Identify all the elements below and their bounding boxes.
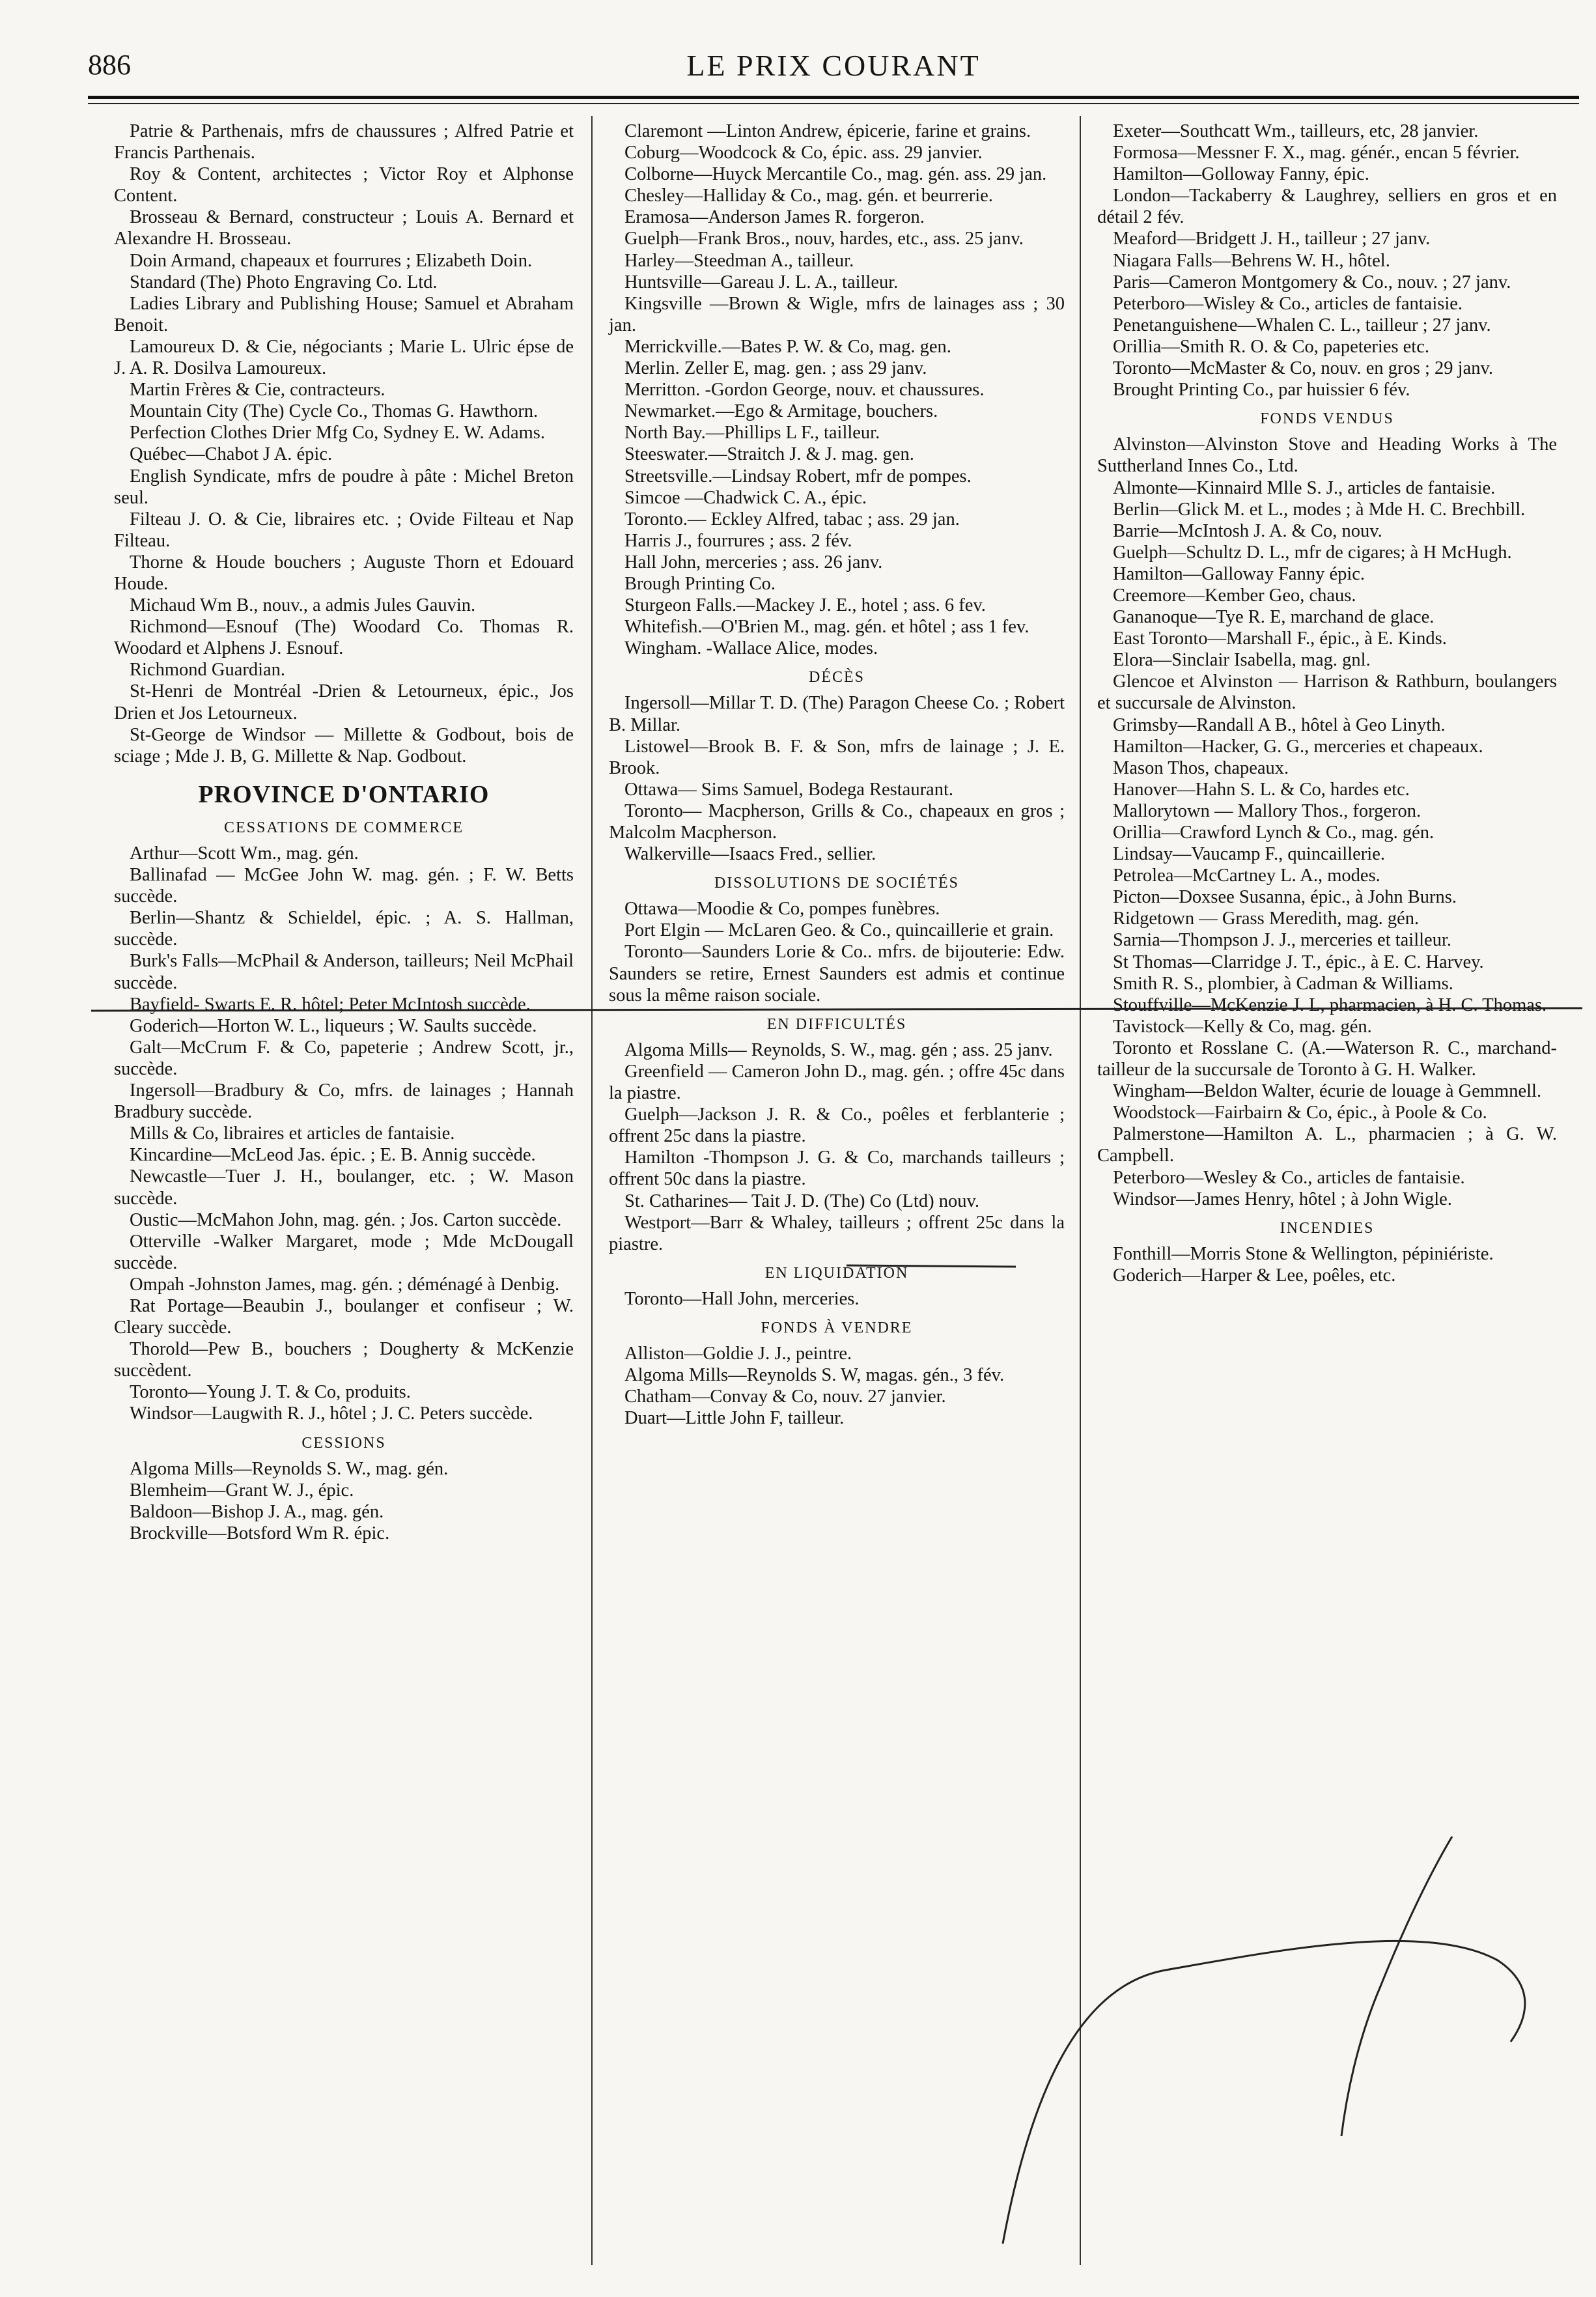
list-item: Formosa—Messner F. X., mag. génér., encan 5 février.: [1113, 143, 1520, 163]
list-item: Duart—Little John F, tailleur.: [624, 1408, 845, 1429]
subsection-heading: DISSOLUTIONS DE SOCIÉTÉS: [714, 875, 959, 892]
list-item: Ingersoll—Millar T. D. (The) Paragon Cheese Co. ; Robert B. Millar.: [609, 693, 1065, 735]
pencil-annotation-curve: [1341, 1837, 1452, 2136]
list-item: Newcastle—Tuer J. H., boulanger, etc. ; W. Mason succède.: [114, 1166, 574, 1209]
list-item: Kincardine—McLeod Jas. épic. ; E. B. Annig succède.: [130, 1145, 536, 1166]
list-item: Ompah -Johnston James, mag. gén. ; déménagé à Denbig.: [130, 1274, 560, 1295]
list-item: Walkerville—Isaacs Fred., sellier.: [624, 844, 876, 865]
list-item: Mountain City (The) Cycle Co., Thomas G. Hawthorn.: [130, 401, 539, 422]
list-item: Peterboro—Wisley & Co., articles de fantaisie.: [1113, 293, 1463, 314]
list-item: Merrickville.—Bates P. W. & Co, mag. gen.: [624, 336, 951, 357]
list-item: Roy & Content, architectes ; Victor Roy et Alphonse Content.: [114, 164, 574, 206]
pencil-annotation-curve: [1003, 1941, 1525, 2244]
list-item: Hamilton—Golloway Fanny, épic.: [1113, 164, 1369, 185]
list-item: Filteau J. O. & Cie, libraires etc. ; Ovide Filteau et Nap Filteau.: [114, 509, 574, 551]
list-item: Sarnia—Thompson J. J., merceries et tailleur.: [1113, 930, 1451, 951]
section-heading: PROVINCE D'ONTARIO: [198, 780, 490, 808]
list-item: Bayfield- Swarts E. R. hôtel; Peter McIntosh succède.: [130, 994, 531, 1015]
list-item: Toronto et Rosslane C. (A.—Waterson R. C., marchand-tailleur de la succursale de Toronto à G. H. Walker.: [1097, 1037, 1557, 1080]
list-item: Guelph—Schultz D. L., mfr de cigares; à H McHugh.: [1113, 542, 1512, 563]
subsection-heading: DÉCÈS: [808, 669, 865, 686]
list-item: Chesley—Halliday & Co., mag. gén. et beurrerie.: [624, 186, 993, 206]
list-item: Lindsay—Vaucamp F., quincaillerie.: [1113, 844, 1385, 865]
page-number: 886: [88, 49, 131, 81]
pencil-strike-line: [847, 1265, 1016, 1267]
list-item: Tavistock—Kelly & Co, mag. gén.: [1113, 1016, 1372, 1037]
list-item: Rat Portage—Beaubin J., boulanger et confiseur ; W. Cleary succède.: [114, 1295, 574, 1338]
list-item: Orillia—Smith R. O. & Co, papeteries etc.: [1113, 336, 1430, 357]
list-item: Galt—McCrum F. & Co, papeterie ; Andrew Scott, jr., succède.: [114, 1037, 574, 1079]
list-item: English Syndicate, mfrs de poudre à pâte : Michel Breton seul.: [114, 466, 574, 508]
list-item: Ridgetown — Grass Meredith, mag. gén.: [1113, 909, 1420, 929]
list-item: Berlin—Glick M. et L., modes ; à Mde H. C. Brechbill.: [1113, 499, 1526, 520]
list-item: Listowel—Brook B. F. & Son, mfrs de lainage ; J. E. Brook.: [609, 736, 1065, 778]
list-item: Martin Frères & Cie, contracteurs.: [130, 380, 385, 401]
list-item: Hanover—Hahn S. L. & Co, hardes etc.: [1113, 779, 1410, 800]
list-item: Mills & Co, libraires et articles de fantaisie.: [130, 1123, 455, 1144]
list-item: Richmond Guardian.: [130, 660, 286, 681]
list-item: London—Tackaberry & Laughrey, selliers en gros et en détail 2 fév.: [1097, 186, 1557, 228]
list-item: Lamoureux D. & Cie, négociants ; Marie L. Ulric épse de J. A. R. Dosilva Lamoureux.: [114, 336, 574, 379]
pencil-strike-line: [91, 1008, 1582, 1011]
list-item: Penetanguishene—Whalen C. L., tailleur ; 27 janv.: [1113, 315, 1491, 335]
list-item: North Bay.—Phillips L F., tailleur.: [624, 423, 880, 444]
list-item: Ottawa— Sims Samuel, Bodega Restaurant.: [624, 779, 953, 800]
list-item: Chatham—Convay & Co, nouv. 27 janvier.: [624, 1387, 946, 1407]
list-item: Baldoon—Bishop J. A., mag. gén.: [130, 1501, 384, 1522]
list-item: Windsor—James Henry, hôtel ; à John Wigle.: [1113, 1189, 1452, 1209]
list-item: Palmerstone—Hamilton A. L., pharmacien ; à G. W. Campbell.: [1097, 1124, 1557, 1166]
list-item: Glencoe et Alvinston — Harrison & Rathburn, boulangers et succursale de Alvinston.: [1097, 671, 1557, 714]
list-item: Merritton. -Gordon George, nouv. et chaussures.: [624, 380, 985, 401]
list-item: Paris—Cameron Montgomery & Co., nouv. ; 27 janv.: [1113, 272, 1511, 292]
list-item: Wingham—Beldon Walter, écurie de louage à Gemmnell.: [1113, 1081, 1542, 1102]
list-item: Windsor—Laugwith R. J., hôtel ; J. C. Peters succède.: [130, 1403, 533, 1424]
list-item: Guelph—Frank Bros., nouv, hardes, etc., ass. 25 janv.: [624, 229, 1024, 249]
list-item: Port Elgin — McLaren Geo. & Co., quincaillerie et grain.: [624, 920, 1054, 941]
list-item: Michaud Wm B., nouv., a admis Jules Gauvin.: [130, 595, 476, 616]
list-item: Otterville -Walker Margaret, mode ; Mde McDougall succède.: [114, 1231, 574, 1273]
list-item: Claremont —Linton Andrew, épicerie, farine et grains.: [624, 121, 1031, 141]
list-item: Brought Printing Co., par huissier 6 fév.: [1113, 380, 1410, 401]
list-item: Thorne & Houde bouchers ; Auguste Thorn et Edouard Houde.: [114, 552, 574, 594]
list-item: Coburg—Woodcock & Co, épic. ass. 29 janvier.: [624, 143, 983, 163]
list-item: Wingham. -Wallace Alice, modes.: [624, 638, 878, 659]
list-item: Smith R. S., plombier, à Cadman & Williams.: [1113, 973, 1453, 994]
list-item: Toronto—Saunders Lorie & Co.. mfrs. de bijouterie: Edw. Saunders se retire, Ernest Saunders est admis et continue sous la même raison sociale.: [609, 942, 1065, 1006]
list-item: Hamilton—Hacker, G. G., merceries et chapeaux.: [1113, 736, 1483, 757]
list-item: Toronto—Hall John, merceries.: [624, 1288, 860, 1309]
list-item: Simcoe —Chadwick C. A., épic.: [624, 487, 867, 508]
list-item: Arthur—Scott Wm., mag. gén.: [130, 843, 359, 864]
list-item: Toronto—McMaster & Co, nouv. en gros ; 29 janv.: [1113, 358, 1494, 379]
list-item: Westport—Barr & Whaley, tailleurs ; offrent 25c dans la piastre.: [609, 1212, 1065, 1254]
list-item: Fonthill—Morris Stone & Wellington, pépiniériste.: [1113, 1243, 1494, 1264]
list-item: Blemheim—Grant W. J., épic.: [130, 1480, 354, 1501]
list-item: Ballinafad — McGee John W. mag. gén. ; F. W. Betts succède.: [114, 865, 574, 907]
list-item: Orillia—Crawford Lynch & Co., mag. gén.: [1113, 823, 1435, 843]
list-item: Harley—Steedman A., tailleur.: [624, 250, 854, 271]
list-item: Huntsville—Gareau J. L. A., tailleur.: [624, 272, 899, 292]
list-item: Doin Armand, chapeaux et fourrures ; Elizabeth Doin.: [130, 250, 533, 271]
list-item: East Toronto—Marshall F., épic., à E. Kinds.: [1113, 628, 1447, 649]
list-item: Ingersoll—Bradbury & Co, mfrs. de lainages ; Hannah Bradbury succède.: [114, 1080, 574, 1123]
list-item: St Thomas—Clarridge J. T., épic., à E. C. Harvey.: [1113, 951, 1484, 972]
list-item: Ottawa—Moodie & Co, pompes funèbres.: [624, 899, 940, 920]
list-item: Merlin. Zeller E, mag. gen. ; ass 29 janv.: [624, 358, 927, 379]
list-item: Mallorytown — Mallory Thos., forgeron.: [1113, 800, 1421, 821]
list-item: Sturgeon Falls.—Mackey J. E., hotel ; ass. 6 fev.: [624, 595, 986, 616]
subsection-heading: INCENDIES: [1280, 1219, 1375, 1237]
list-item: Barrie—McIntosh J. A. & Co, nouv.: [1113, 520, 1382, 541]
list-item: Algoma Mills— Reynolds, S. W., mag. gén ; ass. 25 janv.: [624, 1039, 1053, 1060]
list-item: Québec—Chabot J A. épic.: [130, 444, 333, 465]
list-item: Colborne—Huyck Mercantile Co., mag. gén. ass. 29 jan.: [624, 164, 1047, 185]
list-item: Burk's Falls—McPhail & Anderson, tailleurs; Neil McPhail succède.: [114, 951, 574, 993]
list-item: Toronto—Young J. T. & Co, produits.: [130, 1382, 411, 1403]
list-item: Richmond—Esnouf (The) Woodard Co. Thomas R. Woodard et Alphens J. Esnouf.: [114, 617, 574, 659]
list-item: Goderich—Harper & Lee, poêles, etc.: [1113, 1265, 1396, 1286]
list-item: Alliston—Goldie J. J., peintre.: [624, 1344, 852, 1364]
list-item: Toronto— Macpherson, Grills & Co., chapeaux en gros ; Malcolm Macpherson.: [609, 800, 1065, 843]
list-item: Steeswater.—Straitch J. & J. mag. gen.: [624, 444, 914, 465]
list-item: Mason Thos, chapeaux.: [1113, 757, 1289, 778]
running-title: LE PRIX COURANT: [686, 49, 981, 82]
list-item: Meaford—Bridgett J. H., tailleur ; 27 janv.: [1113, 229, 1431, 249]
list-item: Kingsville —Brown & Wigle, mfrs de lainages ass ; 30 jan.: [609, 293, 1065, 335]
list-item: Petrolea—McCartney L. A., modes.: [1113, 866, 1380, 886]
list-item: Goderich—Horton W. L., liqueurs ; W. Saults succède.: [130, 1015, 537, 1036]
list-item: Exeter—Southcatt Wm., tailleurs, etc, 28 janvier.: [1113, 121, 1479, 141]
subsection-heading: EN LIQUIDATION: [764, 1264, 909, 1282]
list-item: Whitefish.—O'Brien M., mag. gén. et hôtel ; ass 1 fev.: [624, 617, 1029, 638]
list-item: Oustic—McMahon John, mag. gén. ; Jos. Carton succède.: [130, 1209, 562, 1230]
list-item: Perfection Clothes Drier Mfg Co, Sydney E. W. Adams.: [130, 423, 546, 444]
subsection-heading: EN DIFFICULTÉS: [766, 1015, 907, 1033]
list-item: Almonte—Kinnaird Mlle S. J., articles de fantaisie.: [1113, 477, 1496, 498]
list-item: St. Catharines— Tait J. D. (The) Co (Ltd) nouv.: [624, 1191, 979, 1211]
list-item: Greenfield — Cameron John D., mag. gén. ; offre 45c dans la piastre.: [609, 1061, 1065, 1104]
list-item: Berlin—Shantz & Schieldel, épic. ; A. S. Hallman, succède.: [114, 908, 574, 950]
list-item: Niagara Falls—Behrens W. H., hôtel.: [1113, 250, 1390, 271]
list-item: Streetsville.—Lindsay Robert, mfr de pompes.: [624, 466, 972, 486]
list-item: Peterboro—Wesley & Co., articles de fantaisie.: [1113, 1167, 1465, 1188]
list-item: Algoma Mills—Reynolds S. W, magas. gén., 3 fév.: [624, 1365, 1005, 1386]
subsection-heading: CESSATIONS DE COMMERCE: [223, 819, 464, 836]
subsection-heading: FONDS À VENDRE: [761, 1319, 913, 1336]
subsection-heading: CESSIONS: [301, 1434, 386, 1452]
list-item: Grimsby—Randall A B., hôtel à Geo Linyth.: [1113, 714, 1446, 735]
subsection-heading: FONDS VENDUS: [1260, 410, 1394, 428]
list-item: Newmarket.—Ego & Armitage, bouchers.: [624, 401, 938, 422]
list-item: Brough Printing Co.: [624, 573, 776, 594]
list-item: Gananoque—Tye R. E, marchand de glace.: [1113, 607, 1435, 628]
list-item: Brosseau & Bernard, constructeur ; Louis A. Bernard et Alexandre H. Brosseau.: [114, 207, 574, 249]
list-item: Harris J., fourrures ; ass. 2 fév.: [624, 530, 852, 551]
list-item: Algoma Mills—Reynolds S. W., mag. gén.: [130, 1458, 449, 1479]
list-item: Hall John, merceries ; ass. 26 janv.: [624, 552, 883, 572]
list-item: Patrie & Parthenais, mfrs de chaussures ; Alfred Patrie et Francis Parthenais.: [114, 121, 574, 163]
list-item: Stouffville—McKenzie J. L, pharmacien, à H. C. Thomas.: [1113, 994, 1547, 1015]
list-item: Ladies Library and Publishing House; Samuel et Abraham Benoit.: [114, 293, 574, 335]
list-item: Hamilton -Thompson J. G. & Co, marchands tailleurs ; offrent 50c dans la piastre.: [609, 1148, 1065, 1190]
list-item: Hamilton—Galloway Fanny épic.: [1113, 563, 1365, 584]
list-item: Toronto.— Eckley Alfred, tabac ; ass. 29 jan.: [624, 509, 960, 529]
list-item: Brockville—Botsford Wm R. épic.: [130, 1523, 390, 1543]
list-item: Alvinston—Alvinston Stove and Heading Works à The Suttherland Innes Co., Ltd.: [1097, 434, 1557, 477]
list-item: Standard (The) Photo Engraving Co. Ltd.: [130, 272, 438, 292]
list-item: Eramosa—Anderson James R. forgeron.: [624, 207, 925, 228]
list-item: Thorold—Pew B., bouchers ; Dougherty & McKenzie succèdent.: [114, 1339, 574, 1381]
list-item: St-Henri de Montréal -Drien & Letourneux, épic., Jos Drien et Jos Letourneux.: [114, 681, 574, 724]
list-item: Guelph—Jackson J. R. & Co., poêles et ferblanterie ; offrent 25c dans la piastre.: [609, 1105, 1065, 1147]
list-item: Creemore—Kember Geo, chaus.: [1113, 585, 1356, 606]
list-item: St-George de Windsor — Millette & Godbout, bois de sciage ; Mde J. B, G. Millette & Nap. Godbout.: [114, 724, 574, 767]
list-item: Picton—Doxsee Susanna, épic., à John Burns.: [1113, 887, 1457, 908]
list-item: Woodstock—Fairbairn & Co, épic., à Poole & Co.: [1113, 1103, 1487, 1123]
list-item: Elora—Sinclair Isabella, mag. gnl.: [1113, 650, 1371, 671]
